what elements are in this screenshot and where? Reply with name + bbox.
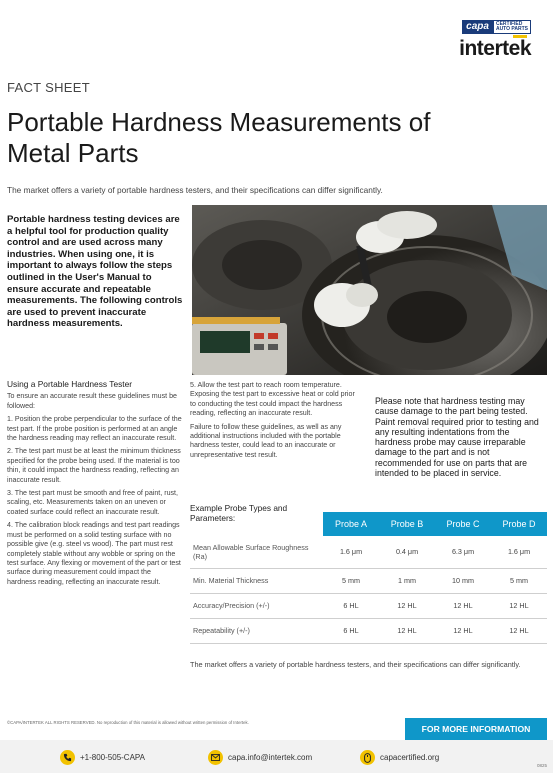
website-url: capacertified.org xyxy=(380,753,440,762)
phone-icon xyxy=(60,750,75,765)
guidelines-failure: Failure to follow these guidelines, as well as any additional instructions included with the portable hardness tester, could lead to an inaccurate or unrepresentative test result. xyxy=(190,422,342,459)
table-cell: 12 HL xyxy=(491,593,547,618)
table-header-blank xyxy=(190,512,323,536)
guideline-item-3: 3. The test part must be smooth and free of paint, rust, scaling, etc. Measurements taken on an uneven or coated surface could reflect an inaccurate result. xyxy=(7,489,178,516)
table-row-label: Mean Allowable Surface Roughness (Ra) xyxy=(190,536,323,568)
table-row-label: Min. Material Thickness xyxy=(190,568,323,593)
table-row xyxy=(190,593,547,618)
fact-sheet-label: FACT SHEET xyxy=(7,80,90,95)
table-cell: 12 HL xyxy=(435,593,491,618)
mouse-icon xyxy=(360,750,375,765)
table-row xyxy=(190,618,547,643)
table-cell: 12 HL xyxy=(379,618,435,643)
more-information-banner: FOR MORE INFORMATION xyxy=(405,718,547,740)
table-row xyxy=(190,568,547,593)
table-label: Example Probe Types and Parameters: xyxy=(190,503,288,523)
guideline-item-2: 2. The test part must be at least the minimum thickness specified for the probe being used. If the material is too thin, it could impact the hardness reading, reflecting an inaccurate result. xyxy=(7,447,181,484)
photo-illustration xyxy=(192,205,547,375)
mail-icon xyxy=(208,750,223,765)
table-cell: 6.3 μm xyxy=(435,536,491,568)
contact-footer xyxy=(0,740,553,773)
capa-logo xyxy=(462,20,531,34)
table-cell: 5 mm xyxy=(491,568,547,593)
intro-paragraph: Portable hardness testing devices are a helpful tool for production quality control and are used across many industries. When using one, it is important to always follow the steps outlined in the User's Manual to ensure accurate and repeatable measurements. The following controls are used to prevent inaccurate hardness measurements. xyxy=(7,214,183,330)
damage-note: Please note that hardness testing may cause damage to the part being tested. Paint removal required prior to testing and any resulting indentations from the hardness probe may cause irreparable damage to the part and is not recommended for use on parts that are intended to be placed in service. xyxy=(375,396,539,479)
page-tagline: The market offers a variety of portable hardness testers, and their specifications can differ significantly. xyxy=(7,185,383,195)
guidelines-heading: Using a Portable Hardness Tester xyxy=(7,379,133,389)
table-header-probe-b: Probe B xyxy=(379,512,435,536)
contact-website[interactable] xyxy=(360,750,439,765)
document-code: 0825 xyxy=(536,763,547,768)
probe-table xyxy=(190,512,547,644)
email-address: capa.info@intertek.com xyxy=(228,753,313,762)
copyright-text: ©CAPA/INTERTEK ALL RIGHTS RESERVED. No reproduction of this material is allowed without written permission of Intertek. xyxy=(7,720,249,725)
phone-number: +1-800-505-CAPA xyxy=(80,753,145,762)
intertek-logo: intertek xyxy=(459,37,531,60)
capa-logo-tag: CERTIFIED AUTO PARTS xyxy=(493,20,531,34)
table-cell: 1.6 μm xyxy=(323,536,379,568)
table-cell: 0.4 μm xyxy=(379,536,435,568)
table-header-row xyxy=(190,512,547,536)
guidelines-column-2 xyxy=(190,381,362,464)
table-cell: 6 HL xyxy=(323,618,379,643)
table-header-probe-c: Probe C xyxy=(435,512,491,536)
capa-logo-word: capa xyxy=(462,20,493,34)
table-cell: 12 HL xyxy=(491,618,547,643)
table-header-probe-d: Probe D xyxy=(491,512,547,536)
table-cell: 5 mm xyxy=(323,568,379,593)
bottom-note: The market offers a variety of portable hardness testers, and their specifications can differ significantly. xyxy=(190,660,521,669)
table-cell: 1.6 μm xyxy=(491,536,547,568)
guidelines-lead: To ensure an accurate result these guidelines must be followed: xyxy=(7,392,177,410)
table-cell: 1 mm xyxy=(379,568,435,593)
table-cell: 12 HL xyxy=(379,593,435,618)
guideline-item-5: 5. Allow the test part to reach room temperature. Exposing the test part to excessive heat or cold prior to conducting the test could impact the hardness reading, reflecting an inaccurate result. xyxy=(190,381,355,418)
hardness-tester-photo xyxy=(192,205,547,375)
table-cell: 10 mm xyxy=(435,568,491,593)
guidelines-column xyxy=(7,380,182,591)
table-header-probe-a: Probe A xyxy=(323,512,379,536)
table-row xyxy=(190,536,547,568)
page-title: Portable Hardness Measurements of Metal Parts xyxy=(7,107,431,168)
table-cell: 12 HL xyxy=(435,618,491,643)
guideline-item-4: 4. The calibration block readings and test part readings must be performed on a solid testing surface with no possible give (e.g. steel vs wood). The part must rest completely stable without any wobble or spring on the test surface. Any flexing or movement of the part or test surface during measurement could impact the hardness reading, reflecting an inaccurate result. xyxy=(7,521,181,586)
contact-phone[interactable] xyxy=(60,750,145,765)
contact-email[interactable] xyxy=(208,750,312,765)
table-row-label: Repeatability (+/-) xyxy=(190,618,323,643)
guideline-item-1: 1. Position the probe perpendicular to the surface of the test part. If the probe position is performed at an angle the hardness reading may reflect an inaccurate result. xyxy=(7,415,182,443)
logo-group xyxy=(425,18,535,68)
table-cell: 6 HL xyxy=(323,593,379,618)
table-row-label: Accuracy/Precision (+/-) xyxy=(190,593,323,618)
